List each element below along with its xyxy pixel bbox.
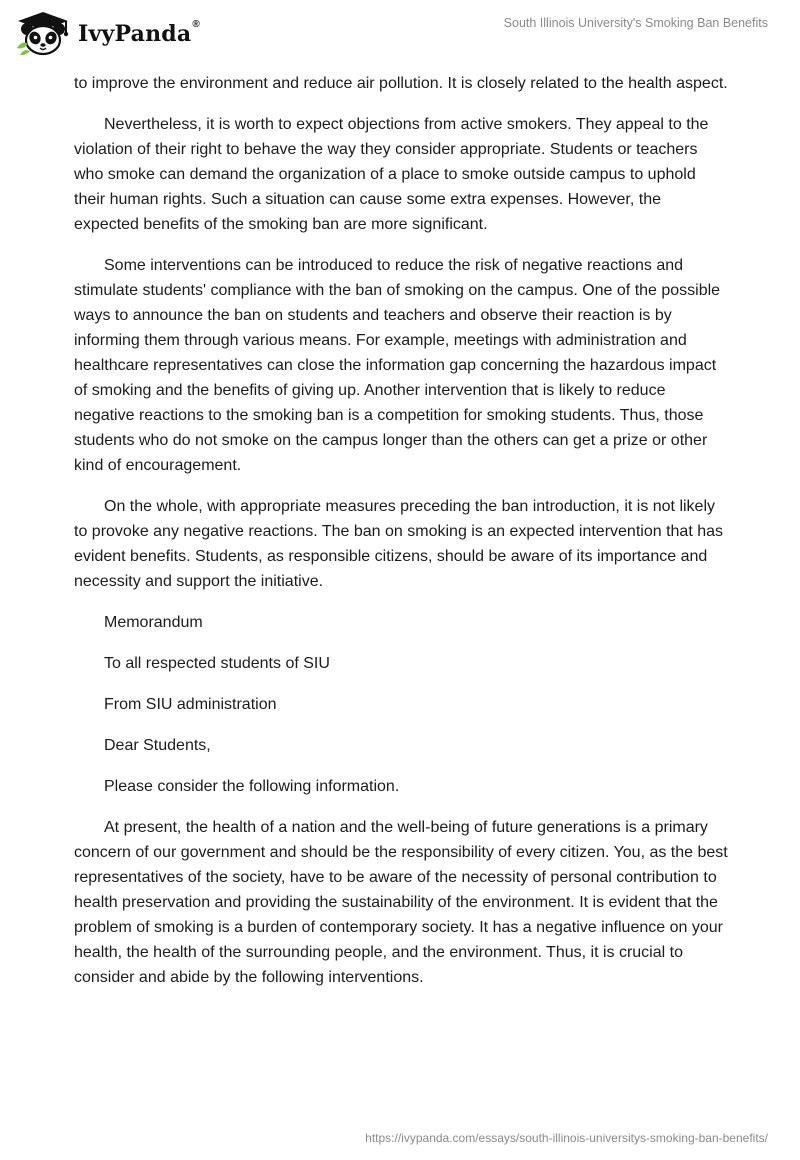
ivypanda-logo[interactable] bbox=[14, 10, 200, 56]
brand-registered-mark: ® bbox=[192, 18, 200, 30]
source-url-link[interactable]: https://ivypanda.com/essays/south-illinois-universitys-smoking-ban-benefits/ bbox=[365, 1131, 768, 1145]
paragraph-objections: Nevertheless, it is worth to expect objections from active smokers. They appeal to the violation of their right to behave the way they consider appropriate. Students or teachers who smoke can demand the organization of a place to smoke outside campus to uphold their human rights. Such a situation can cause some extra expenses. However, the expected benefits of the smoking ban are more significant. bbox=[74, 116, 709, 233]
paragraph-conclusion: On the whole, with appropriate measures preceding the ban introduction, it is not likely to provoke any negative reactions. The ban on smoking is an expected intervention that has evident benefits. Students, as responsible citizens, should be aware of its importance and necessity and support the initiative. bbox=[74, 498, 723, 590]
memo-salutation: Dear Students, bbox=[104, 737, 211, 754]
panda-graduate-icon bbox=[14, 10, 72, 56]
brand-name: IvyPanda bbox=[78, 21, 192, 47]
memo-heading: Memorandum bbox=[104, 614, 203, 631]
document-title: South Illinois University's Smoking Ban Benefits bbox=[503, 16, 768, 30]
paragraph-continuation: to improve the environment and reduce air pollution. It is closely related to the health aspect. bbox=[74, 75, 728, 92]
paragraph-interventions: Some interventions can be introduced to reduce the risk of negative reactions and stimulate students' compliance with the ban of smoking on the campus. One of the possible ways to announce the ban on students and teachers and observe their reaction is by informing them through various means. For example, meetings with administration and healthcare representatives can close the information gap concerning the hazardous impact of smoking and the benefits of giving up. Another intervention that is likely to reduce negative reactions to the smoking ban is a competition for smoking students. Thus, those students who do not smoke on the campus longer than the others can get a prize or other kind of encouragement. bbox=[74, 257, 721, 474]
essay-body bbox=[74, 71, 730, 1006]
page-header bbox=[0, 0, 800, 70]
memo-to-line: To all respected students of SIU bbox=[104, 655, 330, 672]
memo-body-paragraph: At present, the health of a nation and the well-being of future generations is a primary concern of our government and should be the responsibility of every citizen. You, as the best representatives of the society, have to be aware of the necessity of personal contribution to health preservation and providing the sustainability of the environment. It is evident that the problem of smoking is a burden of contemporary society. It has a negative influence on your health, the health of the surrounding people, and the environment. Thus, it is crucial to consider and abide by the following interventions. bbox=[74, 819, 728, 986]
memo-from-line: From SIU administration bbox=[104, 696, 277, 713]
memo-intro-line: Please consider the following information. bbox=[104, 778, 400, 795]
